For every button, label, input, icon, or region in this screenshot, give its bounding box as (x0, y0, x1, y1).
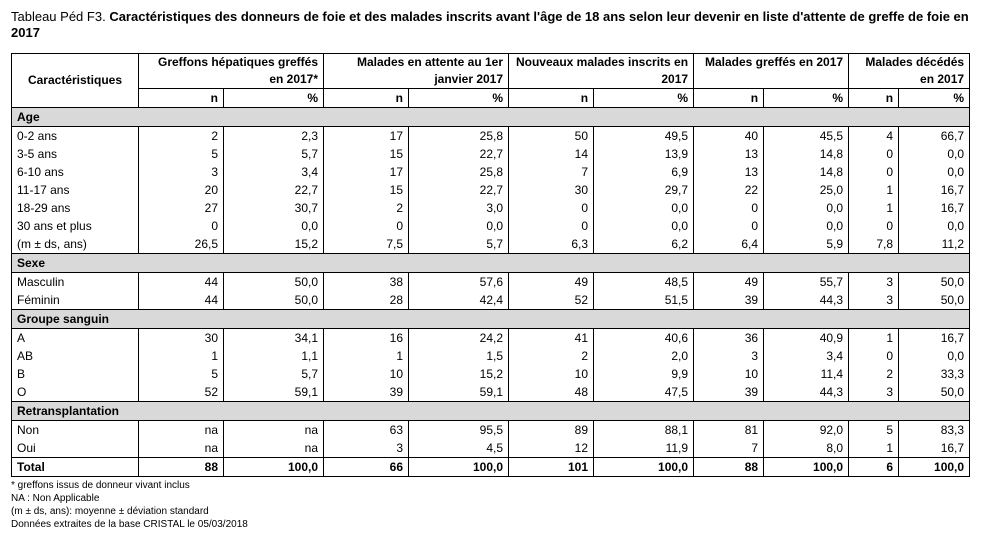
table-cell: 0 (849, 347, 899, 365)
table-cell: 0,0 (224, 217, 324, 235)
table-cell: 8,0 (764, 439, 849, 458)
table-cell: 0 (849, 163, 899, 181)
table-cell: 63 (324, 421, 409, 440)
table-cell: 16,7 (899, 181, 970, 199)
table-cell: 3 (139, 163, 224, 181)
footnote: NA : Non Applicable (11, 493, 100, 504)
table-cell: 0,0 (899, 217, 970, 235)
table-cell: 52 (139, 383, 224, 402)
section-title: Retransplantation (12, 402, 970, 421)
row-label: 30 ans et plus (12, 217, 139, 235)
table-cell: 12 (509, 439, 594, 458)
table-cell: 0 (849, 217, 899, 235)
table-cell: 17 (324, 127, 409, 146)
data-table (11, 53, 970, 477)
table-cell: 22 (694, 181, 764, 199)
table-cell: 1,5 (409, 347, 509, 365)
table-cell: 16,7 (899, 199, 970, 217)
table-cell: 2,3 (224, 127, 324, 146)
table-cell: 3 (324, 439, 409, 458)
table-cell: 11,2 (899, 235, 970, 254)
row-label: 6-10 ans (12, 163, 139, 181)
table-cell: 13 (694, 145, 764, 163)
section-header-row (12, 310, 970, 329)
header-group: Nouveaux malades inscrits en 2017 (509, 54, 694, 89)
table-cell: na (224, 421, 324, 440)
table-cell: 2,0 (594, 347, 694, 365)
table-cell: 26,5 (139, 235, 224, 254)
row-label: A (12, 329, 139, 348)
row-label: O (12, 383, 139, 402)
table-cell: 0,0 (899, 163, 970, 181)
table-cell: 7,5 (324, 235, 409, 254)
table-row (12, 421, 970, 440)
table-cell: 3 (694, 347, 764, 365)
table-cell: 38 (324, 273, 409, 292)
table-cell: 41 (509, 329, 594, 348)
subheader-n: n (694, 89, 764, 108)
header-group: Malades en attente au 1er janvier 2017 (324, 54, 509, 89)
table-cell: 39 (694, 383, 764, 402)
section-header-row (12, 254, 970, 273)
table-cell: 49 (509, 273, 594, 292)
table-cell: 88 (694, 458, 764, 477)
section-title: Age (12, 108, 970, 127)
table-cell: 66 (324, 458, 409, 477)
table-cell: 1 (849, 199, 899, 217)
row-label: (m ± ds, ans) (12, 235, 139, 254)
section-title: Groupe sanguin (12, 310, 970, 329)
table-cell: na (224, 439, 324, 458)
table-cell: 9,9 (594, 365, 694, 383)
table-cell: 5 (849, 421, 899, 440)
row-label: 18-29 ans (12, 199, 139, 217)
table-cell: 13,9 (594, 145, 694, 163)
table-cell: 0,0 (899, 347, 970, 365)
table-cell: 1 (139, 347, 224, 365)
table-cell: 3,4 (224, 163, 324, 181)
table-cell: 6,9 (594, 163, 694, 181)
table-cell: 22,7 (409, 145, 509, 163)
table-cell: 25,0 (764, 181, 849, 199)
row-label: 0-2 ans (12, 127, 139, 146)
subheader-percent: % (764, 89, 849, 108)
table-cell: 50 (509, 127, 594, 146)
table-row (12, 217, 970, 235)
table-cell: 0,0 (594, 217, 694, 235)
table-cell: 3 (849, 291, 899, 310)
table-cell: 1,1 (224, 347, 324, 365)
table-cell: 2 (849, 365, 899, 383)
table-row (12, 291, 970, 310)
table-cell: 20 (139, 181, 224, 199)
table-cell: 17 (324, 163, 409, 181)
table-cell: 42,4 (409, 291, 509, 310)
header-characteristics: Caractéristiques (12, 54, 139, 108)
table-row (12, 145, 970, 163)
table-cell: 29,7 (594, 181, 694, 199)
subheader-percent: % (409, 89, 509, 108)
table-cell: 5,7 (224, 365, 324, 383)
table-cell: 30,7 (224, 199, 324, 217)
table-cell: 100,0 (594, 458, 694, 477)
subheader-percent: % (224, 89, 324, 108)
header-group: Malades greffés en 2017 (694, 54, 849, 89)
subheader-n: n (324, 89, 409, 108)
table-cell: 33,3 (899, 365, 970, 383)
footnote: (m ± ds, ans): moyenne ± déviation standard (11, 506, 209, 517)
header-row (12, 54, 970, 89)
table-cell: 28 (324, 291, 409, 310)
table-cell: 4 (849, 127, 899, 146)
row-label: AB (12, 347, 139, 365)
table-cell: 83,3 (899, 421, 970, 440)
section-header-row (12, 108, 970, 127)
table-cell: 6,4 (694, 235, 764, 254)
subheader-row (12, 89, 970, 108)
table-cell: 0,0 (594, 199, 694, 217)
table-cell: 7,8 (849, 235, 899, 254)
table-cell: 50,0 (899, 291, 970, 310)
table-cell: 88 (139, 458, 224, 477)
table-cell: 3,4 (764, 347, 849, 365)
row-label: Féminin (12, 291, 139, 310)
table-cell: 15,2 (224, 235, 324, 254)
subheader-percent: % (594, 89, 694, 108)
table-row (12, 439, 970, 458)
table-cell: 40,6 (594, 329, 694, 348)
table-cell: 0 (509, 199, 594, 217)
table-cell: 0 (324, 217, 409, 235)
table-row (12, 365, 970, 383)
table-cell: 14,8 (764, 163, 849, 181)
row-label: B (12, 365, 139, 383)
table-cell: 10 (324, 365, 409, 383)
table-cell: 57,6 (409, 273, 509, 292)
table-cell: 7 (509, 163, 594, 181)
table-cell: 0,0 (764, 217, 849, 235)
table-row (12, 383, 970, 402)
table-cell: 16,7 (899, 329, 970, 348)
row-label: Non (12, 421, 139, 440)
table-cell: 0 (694, 217, 764, 235)
table-cell: 50,0 (899, 383, 970, 402)
table-cell: 2 (324, 199, 409, 217)
table-cell: 2 (509, 347, 594, 365)
table-cell: 47,5 (594, 383, 694, 402)
table-cell: 52 (509, 291, 594, 310)
table-cell: 92,0 (764, 421, 849, 440)
table-row (12, 235, 970, 254)
row-label: Total (12, 458, 139, 477)
table-cell: 25,8 (409, 163, 509, 181)
table-row (12, 181, 970, 199)
table-cell: 6,3 (509, 235, 594, 254)
table-cell: 1 (849, 439, 899, 458)
section-header-row (12, 402, 970, 421)
table-cell: 14,8 (764, 145, 849, 163)
table-cell: 0,0 (899, 145, 970, 163)
row-label: 3-5 ans (12, 145, 139, 163)
table-cell: 88,1 (594, 421, 694, 440)
table-cell: 100,0 (764, 458, 849, 477)
section-title: Sexe (12, 254, 970, 273)
table-cell: 36 (694, 329, 764, 348)
table-cell: na (139, 421, 224, 440)
table-cell: 48 (509, 383, 594, 402)
table-cell: 51,5 (594, 291, 694, 310)
table-row (12, 329, 970, 348)
table-cell: 25,8 (409, 127, 509, 146)
table-cell: 15 (324, 145, 409, 163)
table-row (12, 347, 970, 365)
subheader-n: n (139, 89, 224, 108)
subheader-n: n (509, 89, 594, 108)
table-cell: 50,0 (224, 273, 324, 292)
table-cell: 15,2 (409, 365, 509, 383)
table-cell: 0,0 (764, 199, 849, 217)
table-cell: 55,7 (764, 273, 849, 292)
table-cell: 40 (694, 127, 764, 146)
table-cell: 10 (509, 365, 594, 383)
table-cell: 14 (509, 145, 594, 163)
table-cell: 0 (139, 217, 224, 235)
table-cell: 39 (694, 291, 764, 310)
table-cell: 10 (694, 365, 764, 383)
footnote: * greffons issus de donneur vivant inclus (11, 480, 190, 491)
footnotes (11, 479, 248, 531)
table-cell: 100,0 (224, 458, 324, 477)
table-cell: 50,0 (899, 273, 970, 292)
table-row (12, 127, 970, 146)
table-cell: 5 (139, 145, 224, 163)
row-label: Oui (12, 439, 139, 458)
table-cell: 27 (139, 199, 224, 217)
table-row (12, 163, 970, 181)
table-cell: 40,9 (764, 329, 849, 348)
table-cell: 39 (324, 383, 409, 402)
table-cell: 50,0 (224, 291, 324, 310)
table-cell: 1 (849, 181, 899, 199)
table-cell: 3 (849, 273, 899, 292)
table-row (12, 199, 970, 217)
table-cell: 100,0 (899, 458, 970, 477)
table-cell: 30 (509, 181, 594, 199)
table-cell: 1 (849, 329, 899, 348)
table-cell: 1 (324, 347, 409, 365)
table-cell: 0 (694, 199, 764, 217)
table-cell: 16 (324, 329, 409, 348)
table-cell: 30 (139, 329, 224, 348)
table-cell: 6,2 (594, 235, 694, 254)
table-title-text: Caractéristiques des donneurs de foie et des malades inscrits avant l'âge de 18 ans selon leur devenir en liste d'attente de greffe de foie en 2017 (11, 9, 969, 40)
table-cell: 48,5 (594, 273, 694, 292)
table-cell: 49 (694, 273, 764, 292)
table-cell: 5,9 (764, 235, 849, 254)
table-cell: 59,1 (409, 383, 509, 402)
table-title (11, 9, 986, 41)
table-cell: 100,0 (409, 458, 509, 477)
subheader-percent: % (899, 89, 970, 108)
footnote: Données extraites de la base CRISTAL le 05/03/2018 (11, 519, 248, 530)
table-cell: 89 (509, 421, 594, 440)
table-cell: 11,4 (764, 365, 849, 383)
table-cell: 44 (139, 291, 224, 310)
table-cell: 45,5 (764, 127, 849, 146)
table-cell: 11,9 (594, 439, 694, 458)
row-label: 11-17 ans (12, 181, 139, 199)
table-cell: 0 (849, 145, 899, 163)
header-group: Malades décédés en 2017 (849, 54, 970, 89)
table-cell: 13 (694, 163, 764, 181)
table-cell: 101 (509, 458, 594, 477)
table-cell: 22,7 (224, 181, 324, 199)
table-cell: 22,7 (409, 181, 509, 199)
table-cell: 24,2 (409, 329, 509, 348)
table-cell: 95,5 (409, 421, 509, 440)
table-cell: 4,5 (409, 439, 509, 458)
table-cell: 6 (849, 458, 899, 477)
table-cell: 59,1 (224, 383, 324, 402)
table-cell: na (139, 439, 224, 458)
table-cell: 81 (694, 421, 764, 440)
table-cell: 2 (139, 127, 224, 146)
table-title-prefix: Tableau Péd F3. (11, 9, 106, 24)
table-cell: 3,0 (409, 199, 509, 217)
table-cell: 66,7 (899, 127, 970, 146)
header-group: Greffons hépatiques greffés en 2017* (139, 54, 324, 89)
table-cell: 44,3 (764, 291, 849, 310)
table-cell: 5,7 (409, 235, 509, 254)
row-label: Masculin (12, 273, 139, 292)
table-cell: 34,1 (224, 329, 324, 348)
table-cell: 49,5 (594, 127, 694, 146)
total-row (12, 458, 970, 477)
subheader-n: n (849, 89, 899, 108)
table-row (12, 273, 970, 292)
table-cell: 5,7 (224, 145, 324, 163)
table-cell: 0,0 (409, 217, 509, 235)
table-cell: 16,7 (899, 439, 970, 458)
table-cell: 15 (324, 181, 409, 199)
table-cell: 3 (849, 383, 899, 402)
table-cell: 7 (694, 439, 764, 458)
table-cell: 44,3 (764, 383, 849, 402)
table-cell: 44 (139, 273, 224, 292)
table-cell: 5 (139, 365, 224, 383)
table-cell: 0 (509, 217, 594, 235)
